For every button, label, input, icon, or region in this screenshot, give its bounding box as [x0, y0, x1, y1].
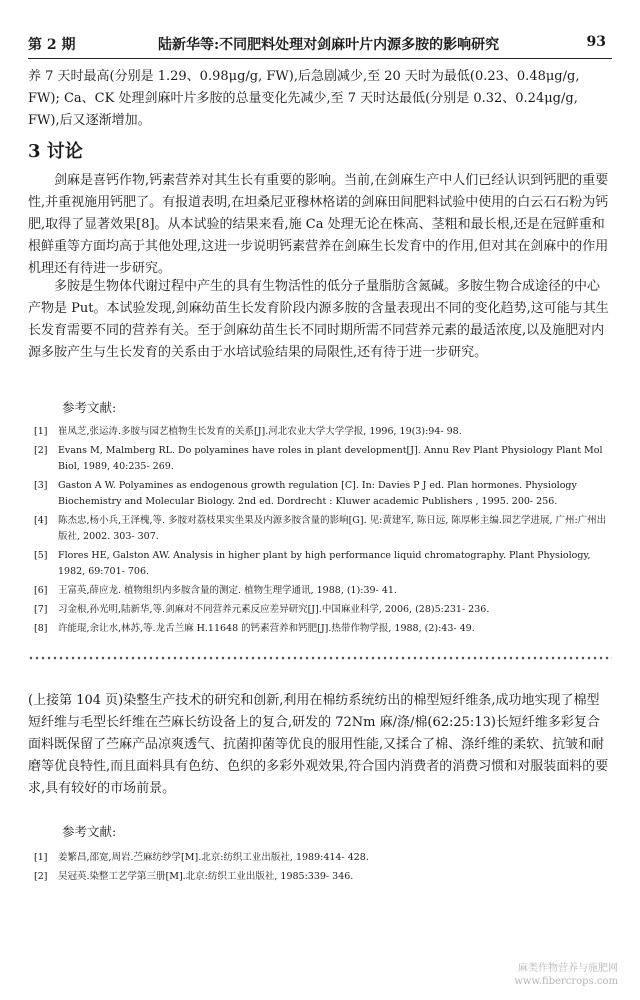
- reference-item: [2] Evans M, Malmberg RL. Do polyamines have roles in plant development[J]. Annu Rev Plant Physiology Plant Mol Biol, 1989, 40:235- 269.: [34, 445, 603, 472]
- reference-item: [3] Gaston A W. Polyamines as endogenous growth regulation [C]. In: Davies P J ed. Plan hormones. Physiology Biochemistry and Molecular Biology. 2nd ed. Dordrecht : Kluwer academic Publishers , 1995. 200- 256.: [34, 480, 577, 507]
- reference-item: [4] 陈杰忠,杨小兵,王泽槐,等. 多胺对荔枝果实坐果及内源多胺含量的影响[G]. 见:黄建军, 陈日远, 陈厚彬主编.园艺学进展, 广州:广州出版社, 2002. 303- 307.: [34, 515, 607, 542]
- continued-paragraph: (上接第 104 页)染整生产技术的研究和创新,利用在棉纺系统纺出的棉型短纤维条,成功地实现了棉型短纤维与毛型长纤维在苎麻长纺设备上的复合,研发的 72Nm 麻/涤/棉(62:25:13)长短纤维多彩复合面料既保留了苎麻产品凉爽透气、抗菌抑菌等优良的服用性能,又揉合了棉、涤纤维的柔软、抗皱和耐磨等优良特性,而且面料具有色纺、色织的多彩外观效果,符合国内消费者的消费习惯和对服装面料的要求,具有较好的市场前景。: [28, 693, 609, 796]
- references-heading: 参考文献:: [62, 400, 117, 415]
- section-heading-discussion: 3 讨论: [28, 141, 83, 162]
- reference-list-2: [28, 850, 612, 888]
- reference-item: [7] 习金根,孙光明,陆新华,等.剑麻对不同营养元素反应差异研究[J].中国麻业科学, 2006, (28)5:231- 236.: [34, 604, 490, 615]
- section-divider: [28, 655, 612, 661]
- watermark-line-1: 麻类作物营养与施肥网: [518, 963, 618, 974]
- reference-item: [5] Flores HE, Galston AW. Analysis in higher plant by high performance liquid chromatography. Plant Physiology, 1982, 69:701- 706.: [34, 550, 591, 577]
- reference-item: [1] 崔凤芝,张运涛.多胺与园艺植物生长发育的关系[J].河北农业大学大学学报, 1996, 19(3):94- 98.: [34, 426, 462, 437]
- reference-item: [8] 许能琨,余让水,林苏,等.龙舌兰麻 H.11648 的钙素营养和钙肥[J].热带作物学报, 1988, (2):43- 49.: [34, 623, 475, 634]
- reference-list: [28, 424, 612, 640]
- issue-label: 第 2 期: [28, 37, 76, 53]
- watermark: [514, 962, 618, 988]
- reference-item: [6] 王富英,薛应龙. 植物组织内多胺含量的测定. 植物生理学通讯, 1988, (1):39- 41.: [34, 585, 397, 596]
- results-continuation-paragraph: 养 7 天时最高(分别是 1.29、0.98μg/g, FW),后急剧减少,至 20 天时为最低(0.23、0.48μg/g, FW); Ca、CK 处理剑麻叶片多胺的总量变化先减少,至 7 天时达最低(分别是 0.32、0.24μg/g, FW),后又逐渐增加。: [28, 69, 580, 128]
- references-heading-2: 参考文献:: [62, 824, 117, 839]
- running-title: 陆新华等:不同肥料处理对剑麻叶片内源多胺的影响研究: [158, 37, 500, 53]
- watermark-line-2: www.fibercrops.com: [514, 976, 618, 987]
- discussion-paragraph-1: 剑麻是喜钙作物,钙素营养对其生长有重要的影响。当前,在剑麻生产中人们已经认识到钙肥的重要性,并重视施用钙肥了。有报道表明,在坦桑尼亚穆林格诺的剑麻田间肥料试验中使用的白云石石粉为钙肥,取得了显著效果[8]。从本试验的结果来看,施 Ca 处理无论在株高、茎粗和最长根,还是在冠鲜重和根鲜重等方面均高于其他处理,这进一步说明钙素营养在剑麻生长发育中的作用,但对其在剑麻中的作用机理还有待进一步研究。: [28, 173, 609, 276]
- reference-item: [1] 姜繁昌,邵宽,周岩.苎麻纺纱学[M].北京:纺织工业出版社, 1989:414- 428.: [34, 852, 369, 863]
- discussion-paragraph-2: 多胺是生物体代谢过程中产生的具有生物活性的低分子量脂肪含氮碱。多胺生物合成途径的中心产物是 Put。本试验发现,剑麻幼苗生长发育阶段内源多胺的含量表现出不同的变化趋势,这可能与其生长发育需要不同的营养有关。至于剑麻幼苗生长不同时期所需不同营养元素的最适浓度,以及施肥对内源多胺产生与生长发育的关系由于水培试验结果的局限性,还有待于进一步研究。: [28, 279, 609, 360]
- running-header: [28, 32, 612, 59]
- reference-item: [2] 吴冠英.染整工艺学第三册[M].北京:纺织工业出版社, 1985:339- 346.: [34, 871, 354, 882]
- page-number: 93: [586, 34, 606, 50]
